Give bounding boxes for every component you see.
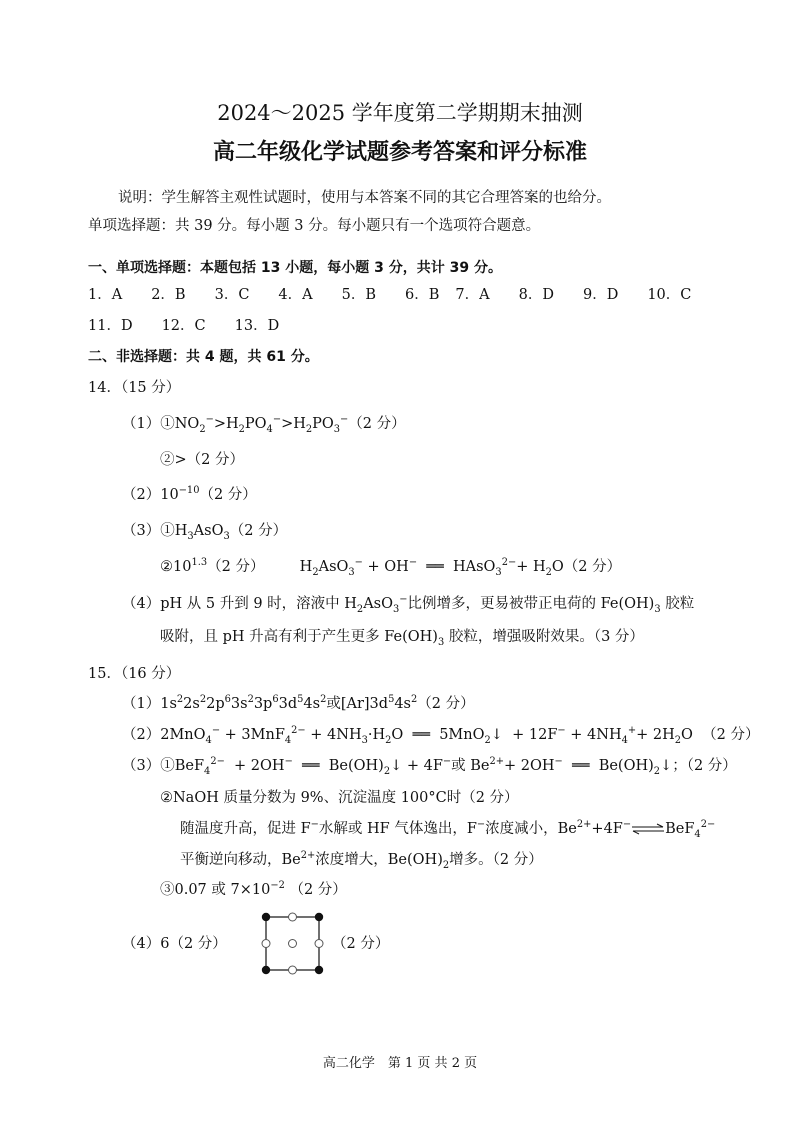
q14-part1b: ②>（2 分） xyxy=(160,452,244,468)
document-title: 2024～2025 学年度第二学期期末抽测 xyxy=(217,101,583,125)
answer-item: 1．A xyxy=(88,287,123,303)
page-footer: 高二化学 第 1 页 共 2 页 xyxy=(322,1056,478,1071)
answers-row-2 xyxy=(88,316,308,336)
q14-equation: $H_2AsO_3^- + OH^-$ ══ HAsO$_3^{2-}$+ $H_2O$ xyxy=(299,557,564,578)
answer-item: 11．D xyxy=(88,318,133,334)
q14-part1: $(1)①NO_2^->H_2PO_4^->H_2PO_3^-(2$ 分） xyxy=(122,414,406,435)
answer-item: 12．C xyxy=(161,318,206,334)
q15-part4: （4）6（2 分） xyxy=(122,936,227,952)
answer-item: 8．D xyxy=(518,287,554,303)
q14-part2: $(2)10^{-10}(2$ 分） xyxy=(122,485,257,503)
q14-part4-line1: （4）pH 从 5 升到 9 时，溶液中 $H_2AsO_3^-$比例增多，更易被带正电荷的 $Fe(OH)_3$ 胶粒 xyxy=(122,594,695,615)
answer-item: 3．C xyxy=(214,287,250,303)
q15-part1: $(1)1s^22s^22p^63s^23p^63d^54s^2$或$[Ar]3d^54s^2(2$ 分） xyxy=(122,694,475,712)
q14-part4-line2: 吸附，且 pH 升高有利于产生更多 $Fe(OH)_3$ 胶粒，增强吸附效果。（3 分） xyxy=(160,629,644,648)
document-subtitle: 高二年级化学试题参考答案和评分标准 xyxy=(212,140,587,165)
crystal-cell-diagram xyxy=(258,910,328,976)
q15-heading: 15．（16 分） xyxy=(88,666,181,682)
q15-part3c-line2: 平衡逆向移动，$Be^{2+}$浓度增大，$Be(OH)_2$增多。（2 分） xyxy=(180,850,543,871)
answer-item: 7．A xyxy=(455,287,490,303)
answer-item: 2．B xyxy=(151,287,186,303)
answer-item: 9．D xyxy=(582,287,619,303)
q15-part3d: ③0.07 或 $7\times 10^{-2}$ （2 分） xyxy=(160,880,347,898)
q15-part2: $(2)2MnO_4^- + 3MnF_4^{2-} + 4NH_3\cdot H_2O$ ══ 5MnO$_2$↓ + $12F^- + 4NH_4^++ 2H_2O$ （2 分） xyxy=(122,725,760,746)
q14-heading: 14．（15 分） xyxy=(88,380,181,396)
q14-part3b: $②10^{1.3}(2$ 分） $H_2AsO_3^- + OH^-$ ══ HAsO$_3^{2-}$+ $H_2O(2$ 分） xyxy=(160,557,622,578)
note-line-1: 说明：学生解答主观性试题时，使用与本答案不同的其它合理答案的也给分。 xyxy=(118,190,611,206)
answer-item: 5．B xyxy=(341,287,377,303)
answers-row-1 xyxy=(88,285,691,305)
section1-heading: 一、单项选择题：本题包括 13 小题，每小题 3 分，共计 39 分。 xyxy=(88,260,502,276)
answer-item: 13．D xyxy=(234,318,280,334)
answer-item: 6．B xyxy=(405,287,440,303)
equilibrium-arrow-icon xyxy=(631,823,665,835)
q15-part3b: ②NaOH 质量分数为 9%、沉淀温度 100°C时（2 分） xyxy=(160,790,519,806)
answer-item: 10．C xyxy=(647,287,692,303)
note-line-2: 单项选择题：共 39 分。每小题 3 分。每小题只有一个选项符合题意。 xyxy=(88,218,541,234)
q14-part3: $(3)①H_3AsO_3(2$ 分） xyxy=(122,523,288,542)
answer-item: 4．A xyxy=(278,287,313,303)
q15-part3: （3）①BeF$_4^{2-}$ + 2OH− ══ $Be(OH)_2↓ + 4F^-$或 $Be^{2+}+ 2OH^-$ ══ $Be(OH)_2↓$；（2 分） xyxy=(122,756,737,777)
q15-part4-score: （2 分） xyxy=(332,936,390,952)
q15-part3c-line1: 随温度升高，促进 F−水解或 HF 气体逸出，F−浓度减小，$Be^{2+}+4F^-$ BeF$_4^{2-}$ xyxy=(180,819,716,840)
section2-heading: 二、非选择题：共 4 题，共 61 分。 xyxy=(88,349,319,365)
